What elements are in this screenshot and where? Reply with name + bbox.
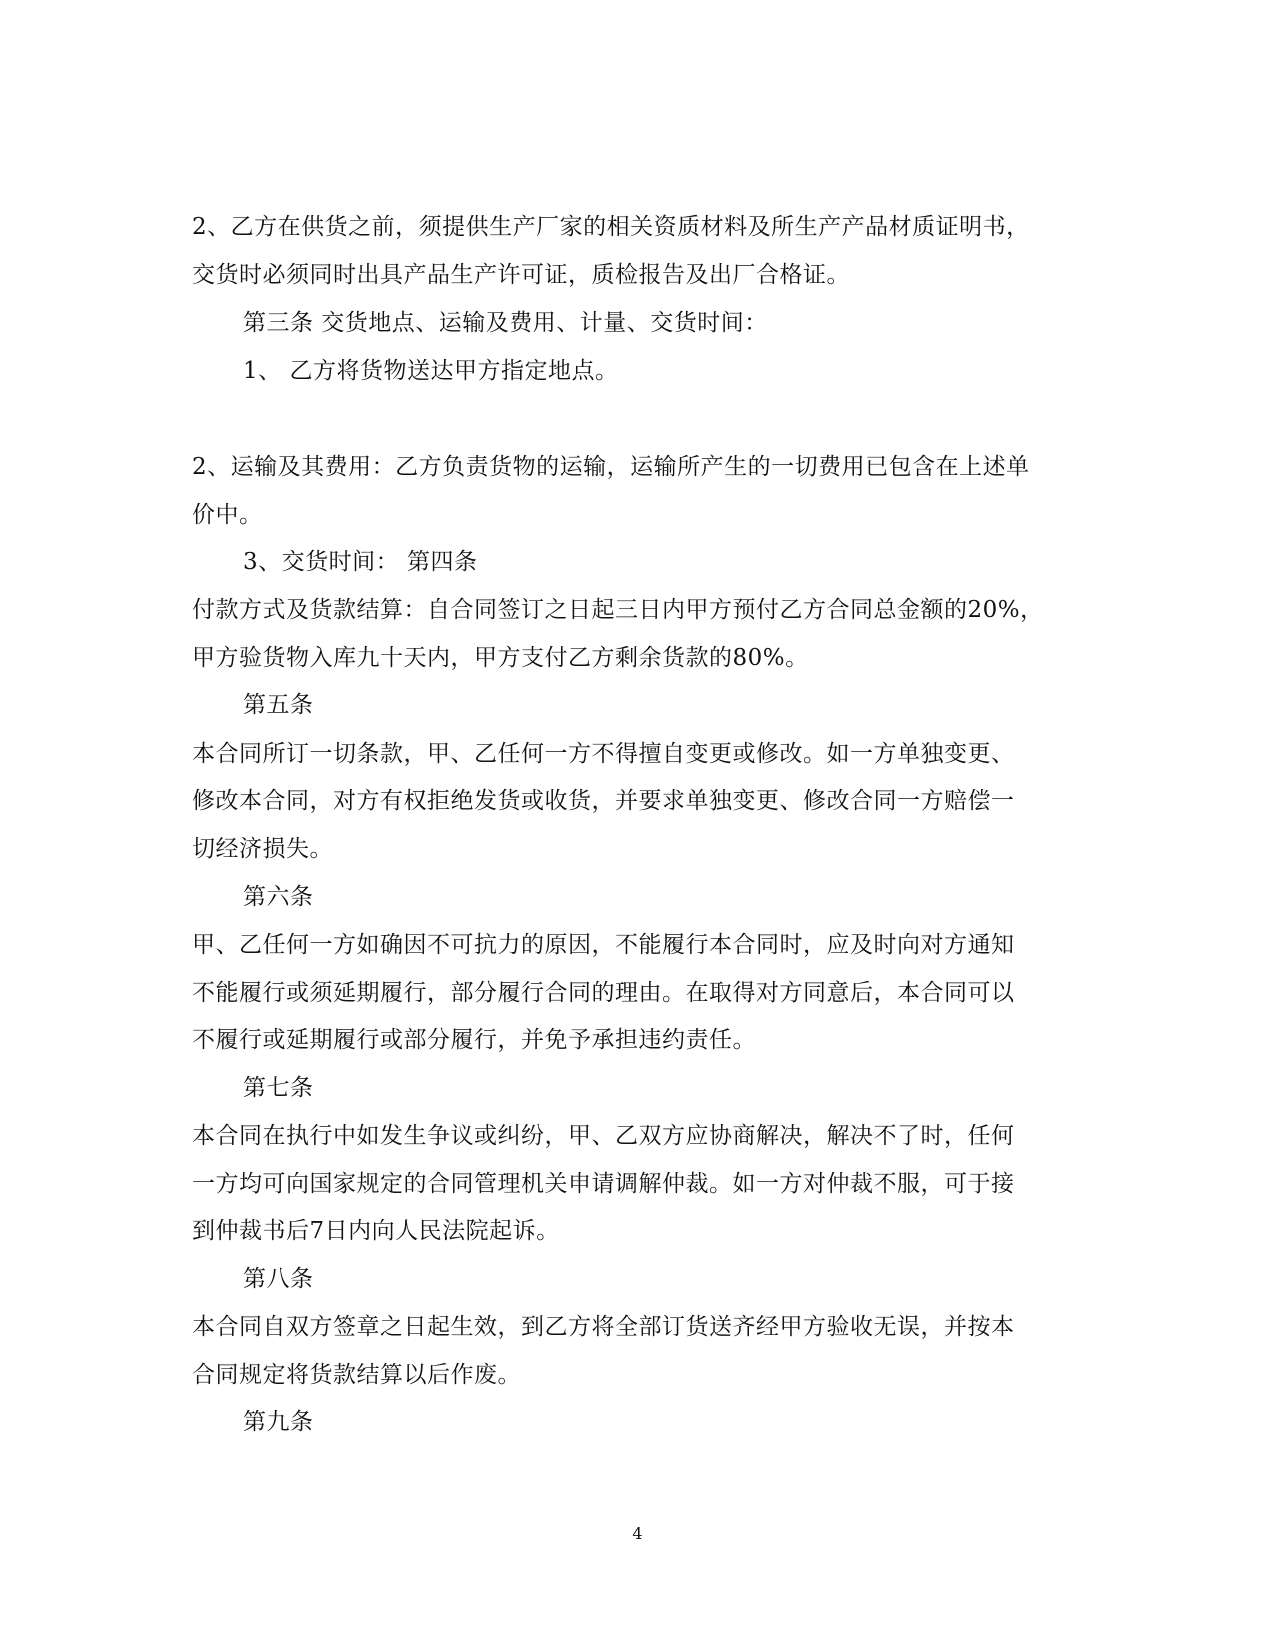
text-line: 一方均可向国家规定的合同管理机关申请调解仲裁。如一方对仲裁不服，可于接 — [192, 1171, 1015, 1197]
text-line: 甲方验货物入库九十天内，甲方支付乙方剩余货款的80%。 — [192, 645, 809, 671]
text-line: 不履行或延期履行或部分履行，并免予承担违约责任。 — [192, 1027, 756, 1053]
text-line: 2、运输及其费用：乙方负责货物的运输，运输所产生的一切费用已包含在上述单 — [192, 454, 1030, 480]
text-line: 3、交货时间： 第四条 — [243, 549, 478, 575]
text-line: 本合同在执行中如发生争议或纠纷，甲、乙双方应协商解决，解决不了时，任何 — [192, 1123, 1015, 1149]
page-number: 4 — [632, 1524, 643, 1543]
text-line: 价中。 — [192, 502, 263, 528]
text-line: 本合同所订一切条款，甲、乙任何一方不得擅自变更或修改。如一方单独变更、 — [192, 741, 1015, 767]
text-line: 付款方式及货款结算：自合同签订之日起三日内甲方预付乙方合同总金额的20%， — [192, 597, 1044, 623]
article-heading: 第六条 — [243, 884, 314, 910]
article-heading: 第九条 — [243, 1409, 314, 1435]
text-line: 切经济损失。 — [192, 836, 333, 862]
article-heading: 第五条 — [243, 692, 314, 718]
text-line: 本合同自双方签章之日起生效，到乙方将全部订货送齐经甲方验收无误，并按本 — [192, 1314, 1015, 1340]
article-heading: 第三条 交货地点、运输及费用、计量、交货时间： — [243, 310, 768, 336]
text-line: 合同规定将货款结算以后作废。 — [192, 1362, 521, 1388]
text-line: 到仲裁书后7日内向人民法院起诉。 — [192, 1218, 560, 1244]
article-heading: 第七条 — [243, 1075, 314, 1101]
text-line: 1、 乙方将货物送达甲方指定地点。 — [243, 358, 619, 384]
article-heading: 第八条 — [243, 1266, 314, 1292]
text-line: 不能履行或须延期履行，部分履行合同的理由。在取得对方同意后，本合同可以 — [192, 980, 1015, 1006]
text-line: 2、乙方在供货之前，须提供生产厂家的相关资质材料及所生产产品材质证明书， — [192, 214, 1030, 240]
text-line: 修改本合同，对方有权拒绝发货或收货，并要求单独变更、修改合同一方赔偿一 — [192, 788, 1015, 814]
text-line: 交货时必须同时出具产品生产许可证，质检报告及出厂合格证。 — [192, 262, 850, 288]
text-line: 甲、乙任何一方如确因不可抗力的原因，不能履行本合同时，应及时向对方通知 — [192, 932, 1015, 958]
